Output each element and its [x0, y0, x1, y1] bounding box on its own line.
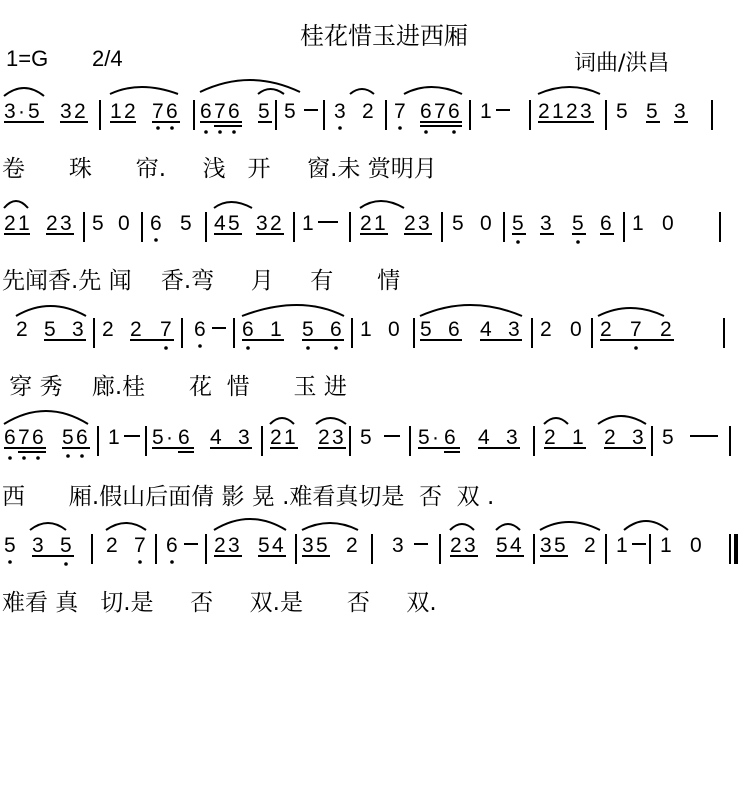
svg-text:3: 3: [580, 100, 592, 123]
svg-text:2: 2: [270, 212, 282, 235]
svg-text:0: 0: [118, 212, 130, 235]
svg-text:3: 3: [508, 318, 520, 341]
svg-text:2: 2: [360, 212, 372, 235]
svg-text:3: 3: [228, 534, 240, 557]
svg-text:1: 1: [18, 212, 30, 235]
svg-text:3: 3: [392, 534, 404, 557]
svg-text:0: 0: [690, 534, 702, 557]
svg-text:2: 2: [130, 318, 142, 341]
svg-text:1: 1: [552, 100, 564, 123]
notation-line-3: [0, 292, 755, 356]
svg-text:5: 5: [360, 426, 372, 449]
svg-text:6: 6: [444, 426, 456, 449]
svg-text:5: 5: [258, 534, 270, 557]
svg-text:7: 7: [18, 426, 30, 449]
svg-text:·: ·: [18, 100, 25, 123]
svg-text:5: 5: [28, 100, 40, 123]
svg-text:5: 5: [180, 212, 192, 235]
svg-text:5: 5: [512, 212, 524, 235]
svg-text:1: 1: [616, 534, 628, 557]
svg-text:3: 3: [332, 426, 344, 449]
notation-line-1: [0, 70, 755, 134]
svg-text:6: 6: [150, 212, 162, 235]
svg-text:4: 4: [510, 534, 522, 557]
svg-text:7: 7: [630, 318, 642, 341]
svg-text:2: 2: [4, 212, 16, 235]
svg-text:6: 6: [600, 212, 612, 235]
svg-text:2: 2: [566, 100, 578, 123]
svg-text:3: 3: [60, 100, 72, 123]
svg-text:1: 1: [360, 318, 372, 341]
svg-text:1: 1: [632, 212, 644, 235]
svg-text:5: 5: [44, 318, 56, 341]
svg-text:7: 7: [152, 100, 164, 123]
svg-text:0: 0: [662, 212, 674, 235]
svg-text:5: 5: [60, 534, 72, 557]
svg-text:2: 2: [540, 318, 552, 341]
svg-text:·: ·: [432, 426, 439, 449]
svg-text:0: 0: [388, 318, 400, 341]
svg-text:1: 1: [302, 212, 314, 235]
svg-text:3: 3: [72, 318, 84, 341]
svg-text:6: 6: [420, 100, 432, 123]
svg-text:2: 2: [450, 534, 462, 557]
svg-text:6: 6: [200, 100, 212, 123]
svg-text:5: 5: [258, 100, 270, 123]
svg-text:5: 5: [554, 534, 566, 557]
notation-line-2: [0, 186, 755, 250]
svg-text:5: 5: [228, 212, 240, 235]
svg-text:3: 3: [334, 100, 346, 123]
svg-text:7: 7: [394, 100, 406, 123]
svg-text:6: 6: [178, 426, 190, 449]
svg-text:5: 5: [496, 534, 508, 557]
svg-text:3: 3: [418, 212, 430, 235]
svg-text:3: 3: [4, 100, 16, 123]
svg-text:3: 3: [674, 100, 686, 123]
svg-text:2: 2: [318, 426, 330, 449]
svg-text:6: 6: [4, 426, 16, 449]
svg-text:4: 4: [272, 534, 284, 557]
svg-text:5: 5: [662, 426, 674, 449]
svg-text:6: 6: [242, 318, 254, 341]
svg-text:1: 1: [108, 426, 120, 449]
svg-text:5: 5: [572, 212, 584, 235]
svg-text:1: 1: [270, 318, 282, 341]
svg-text:2: 2: [584, 534, 596, 557]
svg-text:2: 2: [46, 212, 58, 235]
svg-text:2: 2: [600, 318, 612, 341]
svg-text:2: 2: [74, 100, 86, 123]
notation-svg-3: [0, 292, 755, 356]
svg-text:1: 1: [374, 212, 386, 235]
svg-text:4: 4: [210, 426, 222, 449]
svg-text:2: 2: [270, 426, 282, 449]
notation-svg-1: [0, 70, 755, 134]
svg-text:6: 6: [448, 100, 460, 123]
svg-text:5: 5: [62, 426, 74, 449]
key-signature: 1=G: [6, 46, 49, 71]
svg-text:2: 2: [362, 100, 374, 123]
svg-text:3: 3: [632, 426, 644, 449]
svg-text:5: 5: [420, 318, 432, 341]
svg-text:2: 2: [604, 426, 616, 449]
svg-text:6: 6: [330, 318, 342, 341]
svg-text:1: 1: [480, 100, 492, 123]
svg-text:3: 3: [302, 534, 314, 557]
svg-text:5: 5: [316, 534, 328, 557]
svg-text:3: 3: [256, 212, 268, 235]
svg-text:2: 2: [124, 100, 136, 123]
svg-text:1: 1: [660, 534, 672, 557]
lyrics-line-5: 难看 真 切.是 否 双.是 否 双.: [2, 590, 437, 616]
svg-text:3: 3: [60, 212, 72, 235]
svg-text:4: 4: [480, 318, 492, 341]
svg-text:4: 4: [214, 212, 226, 235]
svg-text:5: 5: [152, 426, 164, 449]
svg-text:1: 1: [572, 426, 584, 449]
svg-text:5: 5: [418, 426, 430, 449]
svg-text:5: 5: [646, 100, 658, 123]
svg-text:2: 2: [214, 534, 226, 557]
svg-text:0: 0: [570, 318, 582, 341]
svg-text:1: 1: [110, 100, 122, 123]
author-credit: 词曲/洪昌: [574, 51, 670, 76]
svg-text:2: 2: [16, 318, 28, 341]
svg-text:·: ·: [166, 426, 173, 449]
svg-text:4: 4: [478, 426, 490, 449]
svg-text:3: 3: [540, 212, 552, 235]
notation-line-5: [0, 508, 755, 572]
svg-text:2: 2: [346, 534, 358, 557]
svg-text:6: 6: [32, 426, 44, 449]
svg-text:2: 2: [538, 100, 550, 123]
svg-text:2: 2: [544, 426, 556, 449]
svg-text:3: 3: [464, 534, 476, 557]
svg-text:6: 6: [166, 100, 178, 123]
lyrics-line-2: 先闻香.先 闻 香.弯 月 有 情: [2, 268, 401, 294]
lyrics-line-1: 卷 珠 帘. 浅 开 窗.未 赏明月: [2, 156, 437, 182]
svg-text:6: 6: [194, 318, 206, 341]
notation-line-4: [0, 400, 755, 464]
svg-text:5: 5: [92, 212, 104, 235]
svg-text:5: 5: [284, 100, 296, 123]
svg-text:1: 1: [284, 426, 296, 449]
svg-text:7: 7: [134, 534, 146, 557]
svg-text:3: 3: [506, 426, 518, 449]
notation-svg-2: [0, 186, 755, 250]
svg-text:6: 6: [166, 534, 178, 557]
svg-text:2: 2: [660, 318, 672, 341]
svg-text:5: 5: [4, 534, 16, 557]
svg-text:5: 5: [452, 212, 464, 235]
svg-text:2: 2: [404, 212, 416, 235]
svg-text:5: 5: [616, 100, 628, 123]
song-title: 桂花惜玉进西厢: [300, 22, 468, 50]
svg-text:3: 3: [540, 534, 552, 557]
svg-text:3: 3: [32, 534, 44, 557]
time-signature: 2/4: [92, 46, 123, 71]
svg-text:6: 6: [228, 100, 240, 123]
notation-svg-5: [0, 508, 755, 572]
svg-text:7: 7: [214, 100, 226, 123]
lyrics-line-4: 西 厢.假山后面倩 影 晃 .难看真切是 否 双 .: [2, 484, 495, 510]
svg-text:7: 7: [160, 318, 172, 341]
svg-text:3: 3: [238, 426, 250, 449]
svg-text:2: 2: [102, 318, 114, 341]
notation-svg-4: [0, 400, 755, 470]
svg-text:6: 6: [76, 426, 88, 449]
svg-text:6: 6: [448, 318, 460, 341]
svg-text:5: 5: [302, 318, 314, 341]
svg-text:2: 2: [106, 534, 118, 557]
svg-text:0: 0: [480, 212, 492, 235]
lyrics-line-3: 穿 秀 廊.桂 花 惜 玉 进: [2, 374, 347, 400]
svg-text:7: 7: [434, 100, 446, 123]
